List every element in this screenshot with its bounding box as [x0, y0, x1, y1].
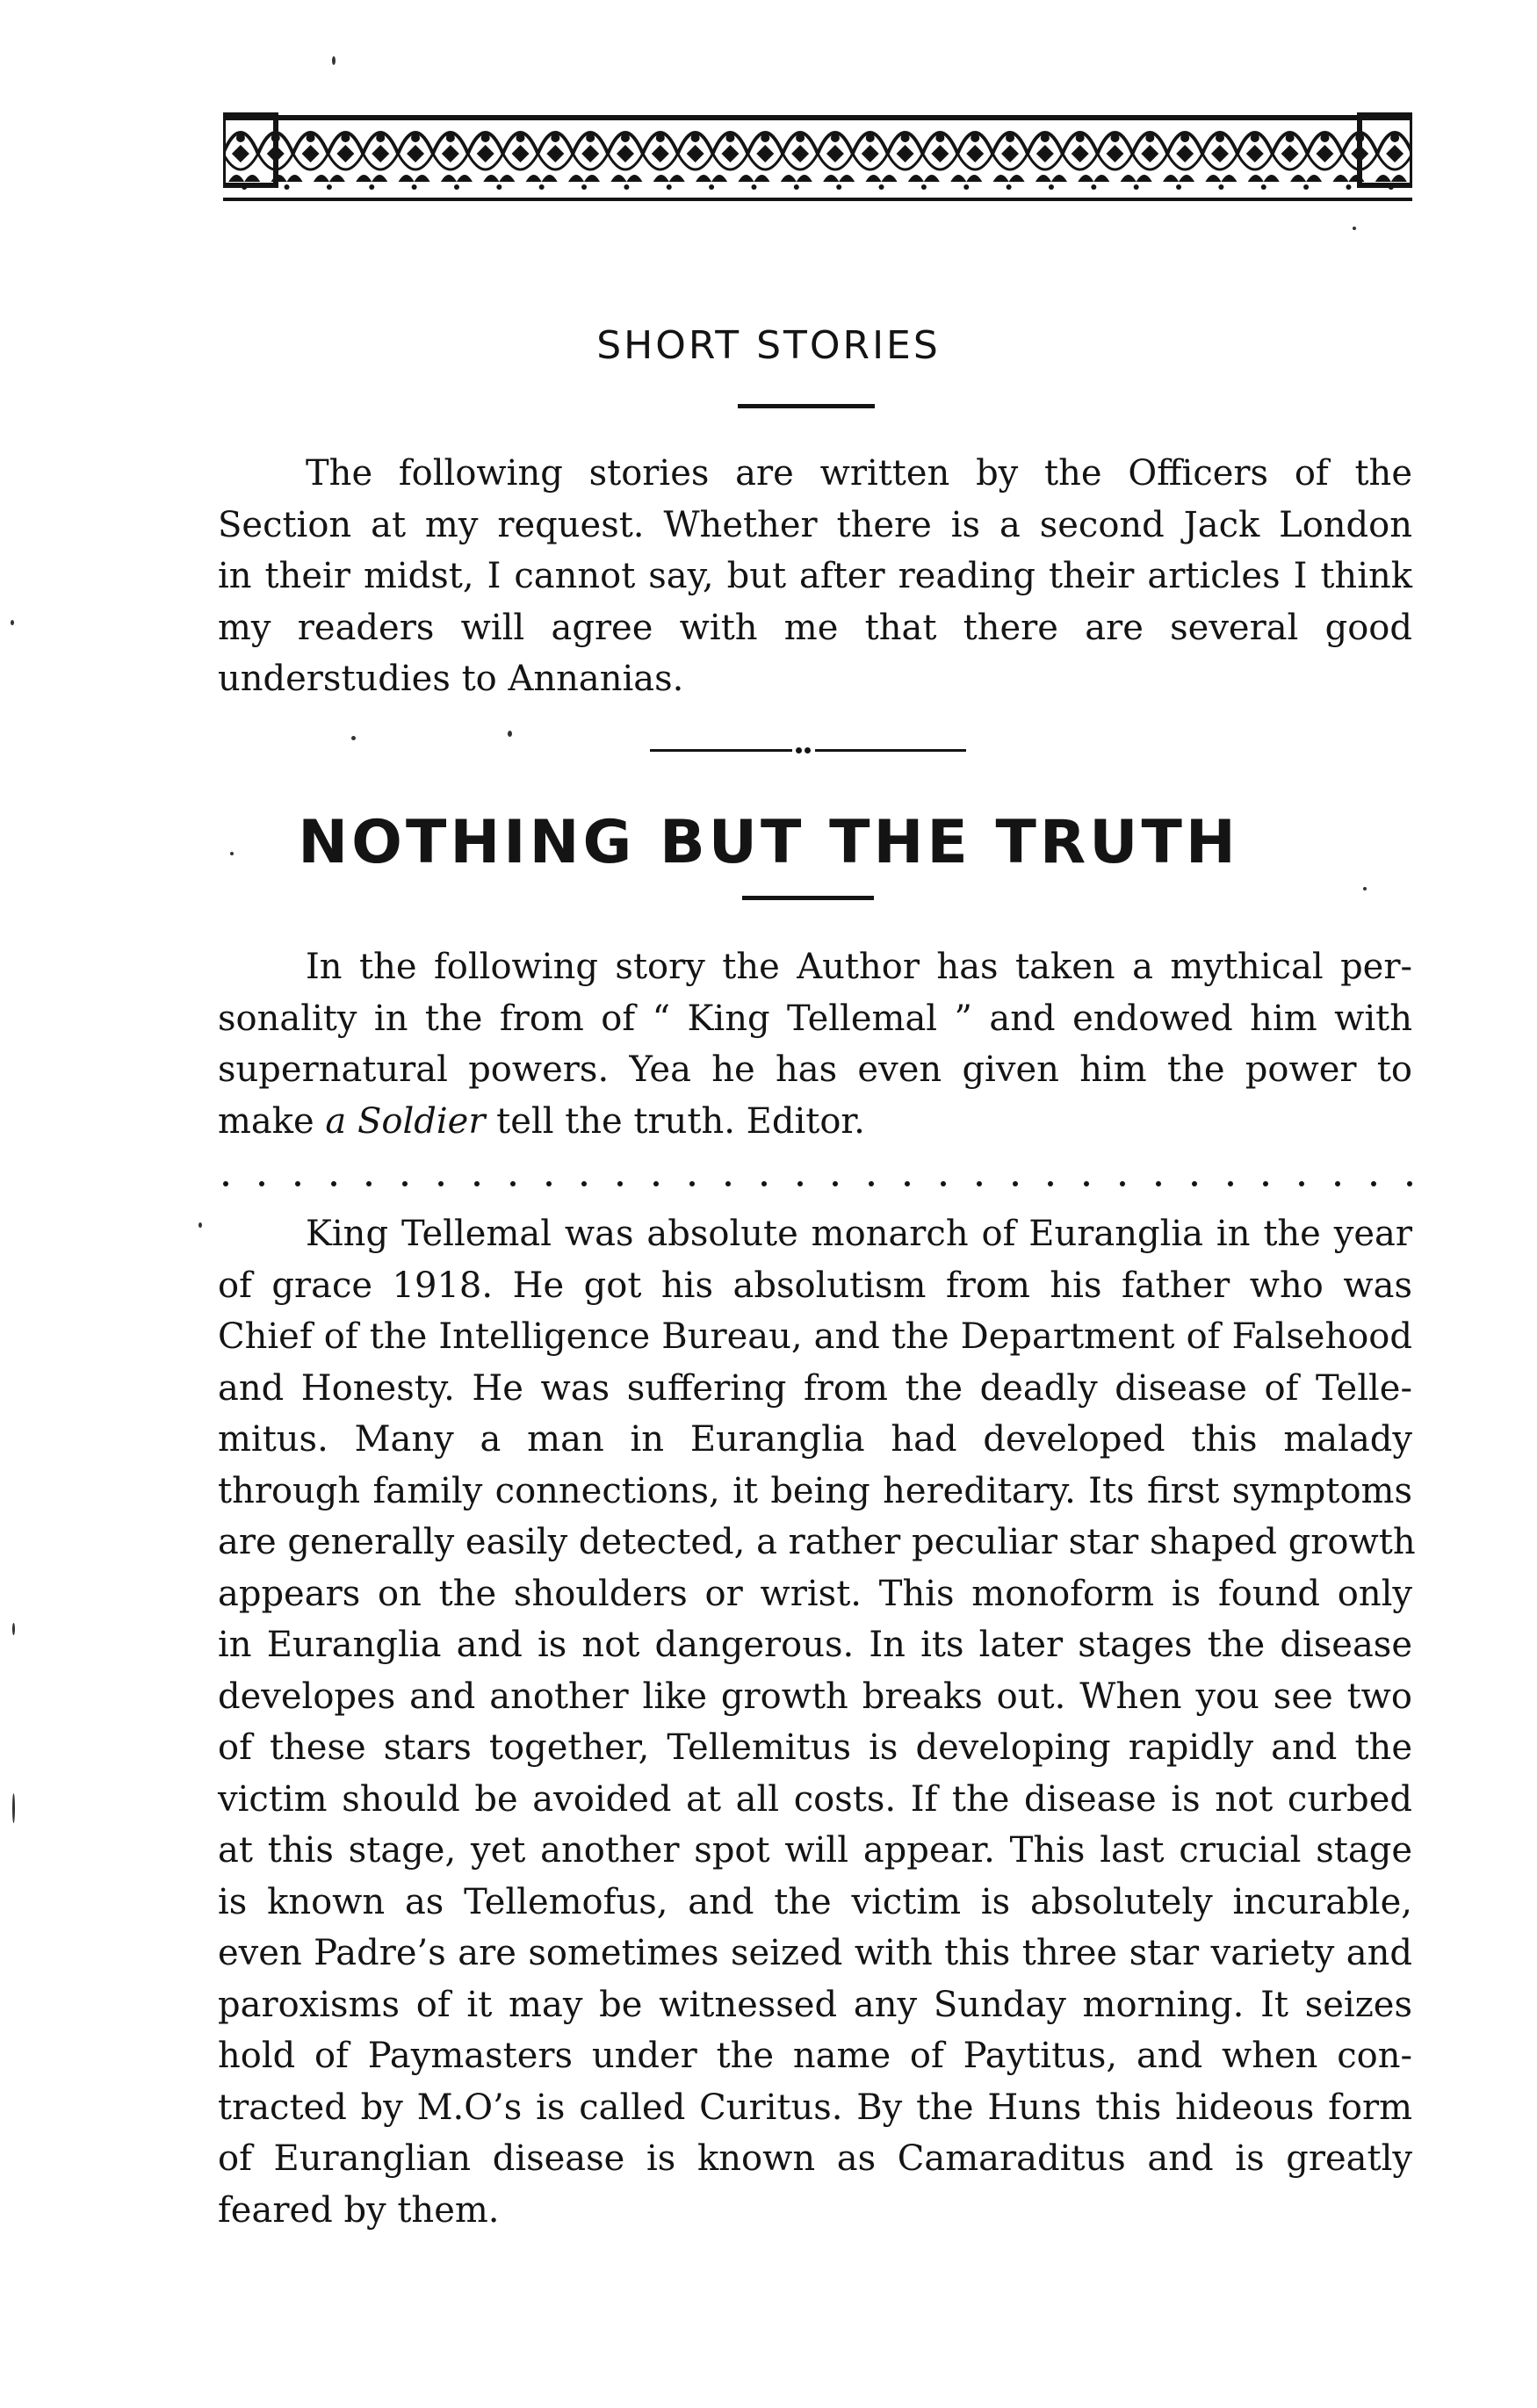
leader-dot: [725, 1181, 731, 1186]
body-line: appears on the shoulders or wrist. This monoform is found only: [218, 1573, 1412, 1614]
leader-dot: [331, 1181, 336, 1186]
scan-speck: [1353, 227, 1356, 230]
scan-speck: [12, 1793, 15, 1823]
leader-dot: [869, 1181, 874, 1186]
intro-line: The following stories are written by the Officers of the: [306, 453, 1412, 494]
body-line: Chief of the Intelligence Bureau, and the Department of Falsehood: [218, 1316, 1412, 1357]
intro-line: Section at my request. Whether there is a second Jack London: [218, 504, 1412, 545]
scan-speck: [1363, 887, 1367, 890]
intro-line: in their midst, I cannot say, but after reading their articles I think: [218, 556, 1412, 596]
body-line: of Euranglian disease is known as Camaraditus and is greatly: [218, 2138, 1412, 2179]
body-line: through family connections, it being hereditary. Its first symptoms: [218, 1470, 1412, 1511]
body-line: paroxisms of it may be witnessed any Sunday morning. It seizes: [218, 1984, 1412, 2025]
leader-dot: [259, 1181, 264, 1186]
scan-speck: [332, 56, 336, 65]
ornamental-divider: [650, 745, 966, 757]
story-body: [218, 1208, 1416, 2236]
note-line: [218, 1096, 1412, 1148]
leader-dot: [1299, 1181, 1304, 1186]
leader-dot: [653, 1181, 659, 1186]
section-title: SHORT STORIES: [596, 323, 941, 368]
intro-paragraph: [218, 448, 1412, 705]
scan-speck: [12, 1623, 15, 1635]
leader-dot: [474, 1181, 480, 1186]
note-text: make: [218, 1100, 326, 1142]
leader-dot: [581, 1181, 587, 1186]
leader-dot: [1013, 1181, 1018, 1186]
scan-speck: [11, 620, 14, 625]
leader-dot: [833, 1181, 838, 1186]
body-line: victim should be avoided at all costs. If the disease is not curbed: [218, 1778, 1412, 1820]
body-line: at this stage, yet another spot will appear. This last crucial stage: [218, 1830, 1412, 1871]
decorative-border-icon: [223, 110, 1412, 205]
note-line: supernatural powers. Yea he has even given him the power to: [218, 1049, 1412, 1090]
leader-dot: [1120, 1181, 1125, 1186]
title-divider: [742, 896, 874, 900]
leader-dot: [366, 1181, 372, 1186]
body-line: are generally easily detected, a rather peculiar star shaped growth: [218, 1522, 1416, 1562]
body-line: tracted by M.O’s is called Curitus. By the Huns this hideous form: [218, 2087, 1412, 2128]
scan-speck: [351, 736, 356, 740]
leader-dot: [510, 1181, 516, 1186]
note-italic-text: a Soldier: [325, 1100, 486, 1142]
body-line: mitus. Many a man in Euranglia had developed this malady: [218, 1419, 1412, 1460]
body-line: King Tellemal was absolute monarch of Euranglia in the year: [306, 1214, 1412, 1254]
story-title: NOTHING BUT THE TRUTH: [298, 808, 1239, 877]
body-line: in Euranglia and is not dangerous. In its later stages the disease: [218, 1625, 1412, 1665]
intro-line: understudies to Annanias.: [218, 659, 684, 699]
body-line: hold of Paymasters under the name of Paytitus, and when con-: [218, 2036, 1412, 2076]
body-line: of these stars together, Tellemitus is developing rapidly and the: [218, 1727, 1412, 1768]
note-line: sonality in the from of “ King Tellemal ” and endowed him with: [218, 998, 1412, 1039]
leader-dot: [905, 1181, 910, 1186]
note-text: tell the truth. Editor.: [485, 1100, 865, 1142]
leader-dot: [223, 1181, 228, 1186]
leader-dot: [761, 1181, 767, 1186]
leader-dot: [1156, 1181, 1161, 1186]
leader-dot: [977, 1181, 982, 1186]
editor-note: [218, 941, 1412, 1147]
body-line: developes and another like growth breaks out. When you see two: [218, 1676, 1412, 1717]
body-line: even Padre’s are sometimes seized with this three star variety and: [218, 1933, 1412, 1973]
scan-speck: [508, 731, 512, 737]
intro-line: my readers will agree with me that there are several good: [218, 607, 1412, 648]
leader-dot: [1407, 1181, 1412, 1186]
leader-dot: [1192, 1181, 1197, 1186]
section-divider: [738, 404, 875, 408]
leader-dot: [1048, 1181, 1053, 1186]
leader-dot: [617, 1181, 623, 1186]
leader-dot: [402, 1181, 408, 1186]
leader-dot: [1371, 1181, 1376, 1186]
body-line: feared by them.: [218, 2189, 500, 2231]
body-line: and Honesty. He was suffering from the deadly disease of Telle-: [218, 1367, 1412, 1409]
leader-dot: [941, 1181, 946, 1186]
leader-dot: [1335, 1181, 1340, 1186]
dotted-separator: [223, 1175, 1412, 1193]
body-line: of grace 1918. He got his absolutism from his father who was: [218, 1265, 1412, 1306]
leader-dot: [1228, 1181, 1233, 1186]
leader-dot: [295, 1181, 300, 1186]
leader-dot: [546, 1181, 552, 1186]
leader-dot: [438, 1181, 444, 1186]
leader-dot: [1084, 1181, 1089, 1186]
note-line: In the following story the Author has taken a mythical per-: [306, 947, 1412, 987]
leader-dot: [1263, 1181, 1268, 1186]
scan-speck: [198, 1222, 202, 1228]
scan-speck: [230, 852, 234, 855]
body-line: is known as Tellemofus, and the victim is absolutely incurable,: [218, 1881, 1412, 1922]
leader-dot: [797, 1181, 803, 1186]
leader-dot: [689, 1181, 695, 1186]
